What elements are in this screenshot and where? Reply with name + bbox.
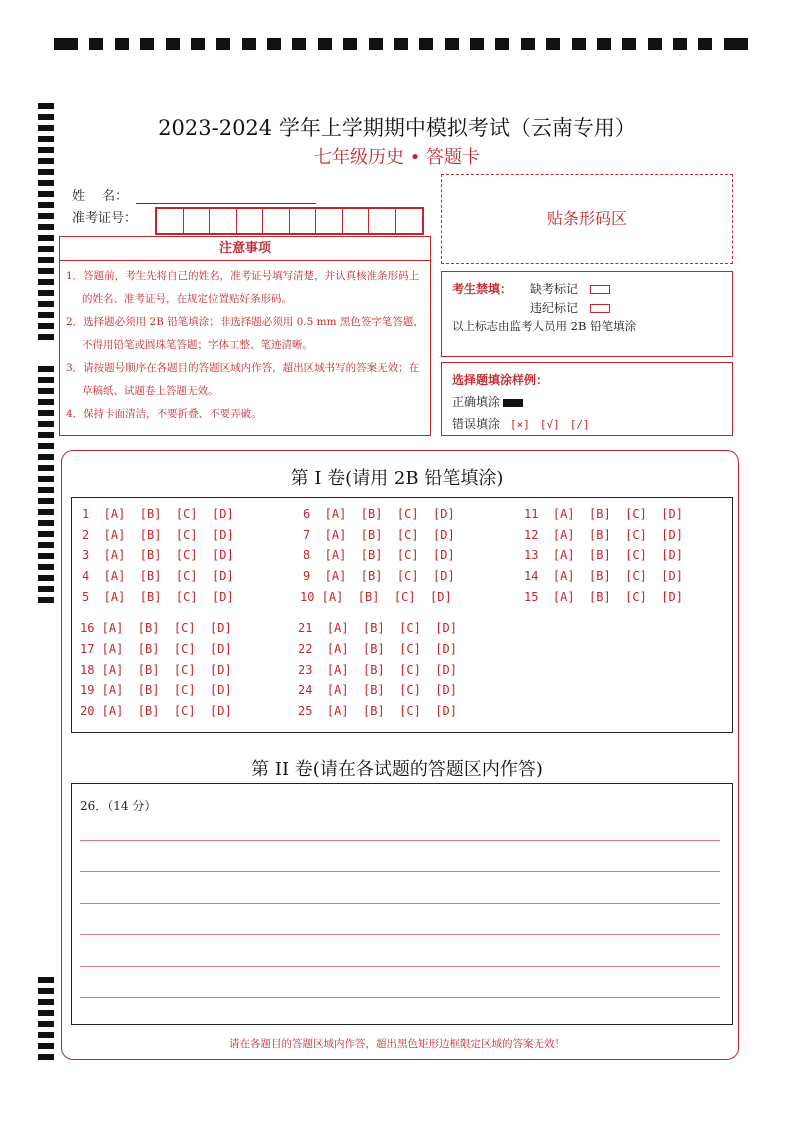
notice-title: 注意事项 (60, 237, 430, 261)
answer-line (80, 871, 720, 872)
sample-label: 选择题填涂样例： (452, 373, 549, 387)
correct-fill-row: 正确填涂 (452, 393, 523, 410)
notice-item: 1．答题前，考生先将自己的姓名，准考证号填写清楚，并认真核准条形码上的姓名、准考证号，在规定位置贴好条形码。 (66, 270, 420, 305)
notice-item: 4．保持卡面清洁，不要折叠、不要弄破。 (66, 408, 262, 420)
choice-question[interactable]: 15 [A] [B] [C] [D] (524, 590, 683, 604)
essay-answer-box[interactable] (71, 783, 733, 1025)
notice-item: 3．请按题号顺序在各题目的答题区域内作答，超出区域书写的答案无效；在草稿纸、试题卷上答题无效。 (66, 362, 420, 397)
answer-line (80, 934, 720, 935)
choice-question[interactable]: 12 [A] [B] [C] [D] (524, 528, 683, 542)
answer-line (80, 997, 720, 998)
answer-line (80, 966, 720, 967)
choice-question[interactable]: 1 [A] [B] [C] [D] (82, 507, 234, 521)
choice-question[interactable]: 16 [A] [B] [C] [D] (80, 621, 232, 635)
choice-question[interactable]: 10 [A] [B] [C] [D] (300, 590, 452, 604)
choice-question[interactable]: 7 [A] [B] [C] [D] (303, 528, 455, 542)
absent-mark-box[interactable] (590, 285, 610, 294)
choice-question[interactable]: 19 [A] [B] [C] [D] (80, 683, 232, 697)
wrong-fill-row: 错误填涂 [×] [√] [/] (452, 417, 590, 431)
footer-warning: 请在各题目的答题区域内作答，超出黑色矩形边框限定区域的答案无效！ (229, 1038, 565, 1050)
left-timing-marks-bottom (38, 977, 54, 1065)
choice-question[interactable]: 13 [A] [B] [C] [D] (524, 548, 683, 562)
choice-question[interactable]: 20 [A] [B] [C] [D] (80, 704, 232, 718)
choice-question[interactable]: 18 [A] [B] [C] [D] (80, 663, 232, 677)
violation-mark-box[interactable] (590, 304, 610, 313)
section1-title: 第 I 卷(请用 2B 铅笔填涂) (290, 468, 504, 489)
choice-question[interactable]: 21 [A] [B] [C] [D] (298, 621, 457, 635)
choice-question[interactable]: 3 [A] [B] [C] [D] (82, 548, 234, 562)
forbid-label: 考生禁填： (452, 282, 513, 296)
notice-panel (59, 236, 431, 436)
exam-title: 2023-2024 学年上学期期中模拟考试（云南专用） (158, 116, 636, 140)
choice-question[interactable]: 2 [A] [B] [C] [D] (82, 528, 234, 542)
wrong-mark-cross: [×] (510, 418, 530, 431)
filled-bubble-sample (503, 399, 523, 407)
name-field[interactable] (136, 190, 316, 204)
choice-question[interactable]: 24 [A] [B] [C] [D] (298, 683, 457, 697)
name-row (72, 185, 316, 204)
wrong-mark-slash: [/] (569, 418, 590, 431)
choice-question[interactable]: 8 [A] [B] [C] [D] (303, 548, 455, 562)
choice-question[interactable]: 25 [A] [B] [C] [D] (298, 704, 457, 718)
choice-question[interactable]: 6 [A] [B] [C] [D] (303, 507, 455, 521)
exam-id-boxes[interactable] (155, 207, 424, 235)
name-label: 姓 名： (72, 189, 129, 204)
choice-question[interactable]: 5 [A] [B] [C] [D] (82, 590, 234, 604)
id-label: 准考证号： (72, 211, 138, 226)
examiner-only-panel (441, 271, 733, 357)
barcode-area: 贴条形码区 (441, 174, 733, 264)
question-26-label: 26．（14 分） (80, 799, 157, 813)
section2-title: 第 II 卷(请在各试题的答题区内作答) (251, 759, 543, 780)
choice-question[interactable]: 17 [A] [B] [C] [D] (80, 642, 232, 656)
fill-sample-panel (441, 362, 733, 436)
notice-list (60, 261, 430, 426)
top-timing-marks (54, 38, 748, 50)
answer-line (80, 840, 720, 841)
choice-question[interactable]: 14 [A] [B] [C] [D] (524, 569, 683, 583)
wrong-mark-check: [√] (539, 418, 560, 431)
answer-line (80, 903, 720, 904)
choice-question[interactable]: 23 [A] [B] [C] [D] (298, 663, 457, 677)
violation-mark-row: 违纪标记 (530, 299, 610, 316)
forbid-note: 以上标志由监考人员用 2B 铅笔填涂 (452, 319, 637, 333)
absent-mark-row: 缺考标记 (530, 280, 610, 297)
choice-question[interactable]: 22 [A] [B] [C] [D] (298, 642, 457, 656)
choice-question[interactable]: 11 [A] [B] [C] [D] (524, 507, 683, 521)
notice-item: 2．选择题必须用 2B 铅笔填涂；非选择题必须用 0.5 mm 黑色签字笔答题，不得用铅笔或圆珠笔答题；字体工整、笔迹清晰。 (66, 316, 424, 351)
exam-subtitle: 七年级历史 • 答题卡 (313, 147, 481, 168)
choice-question[interactable]: 9 [A] [B] [C] [D] (303, 569, 455, 583)
choice-question[interactable]: 4 [A] [B] [C] [D] (82, 569, 234, 583)
